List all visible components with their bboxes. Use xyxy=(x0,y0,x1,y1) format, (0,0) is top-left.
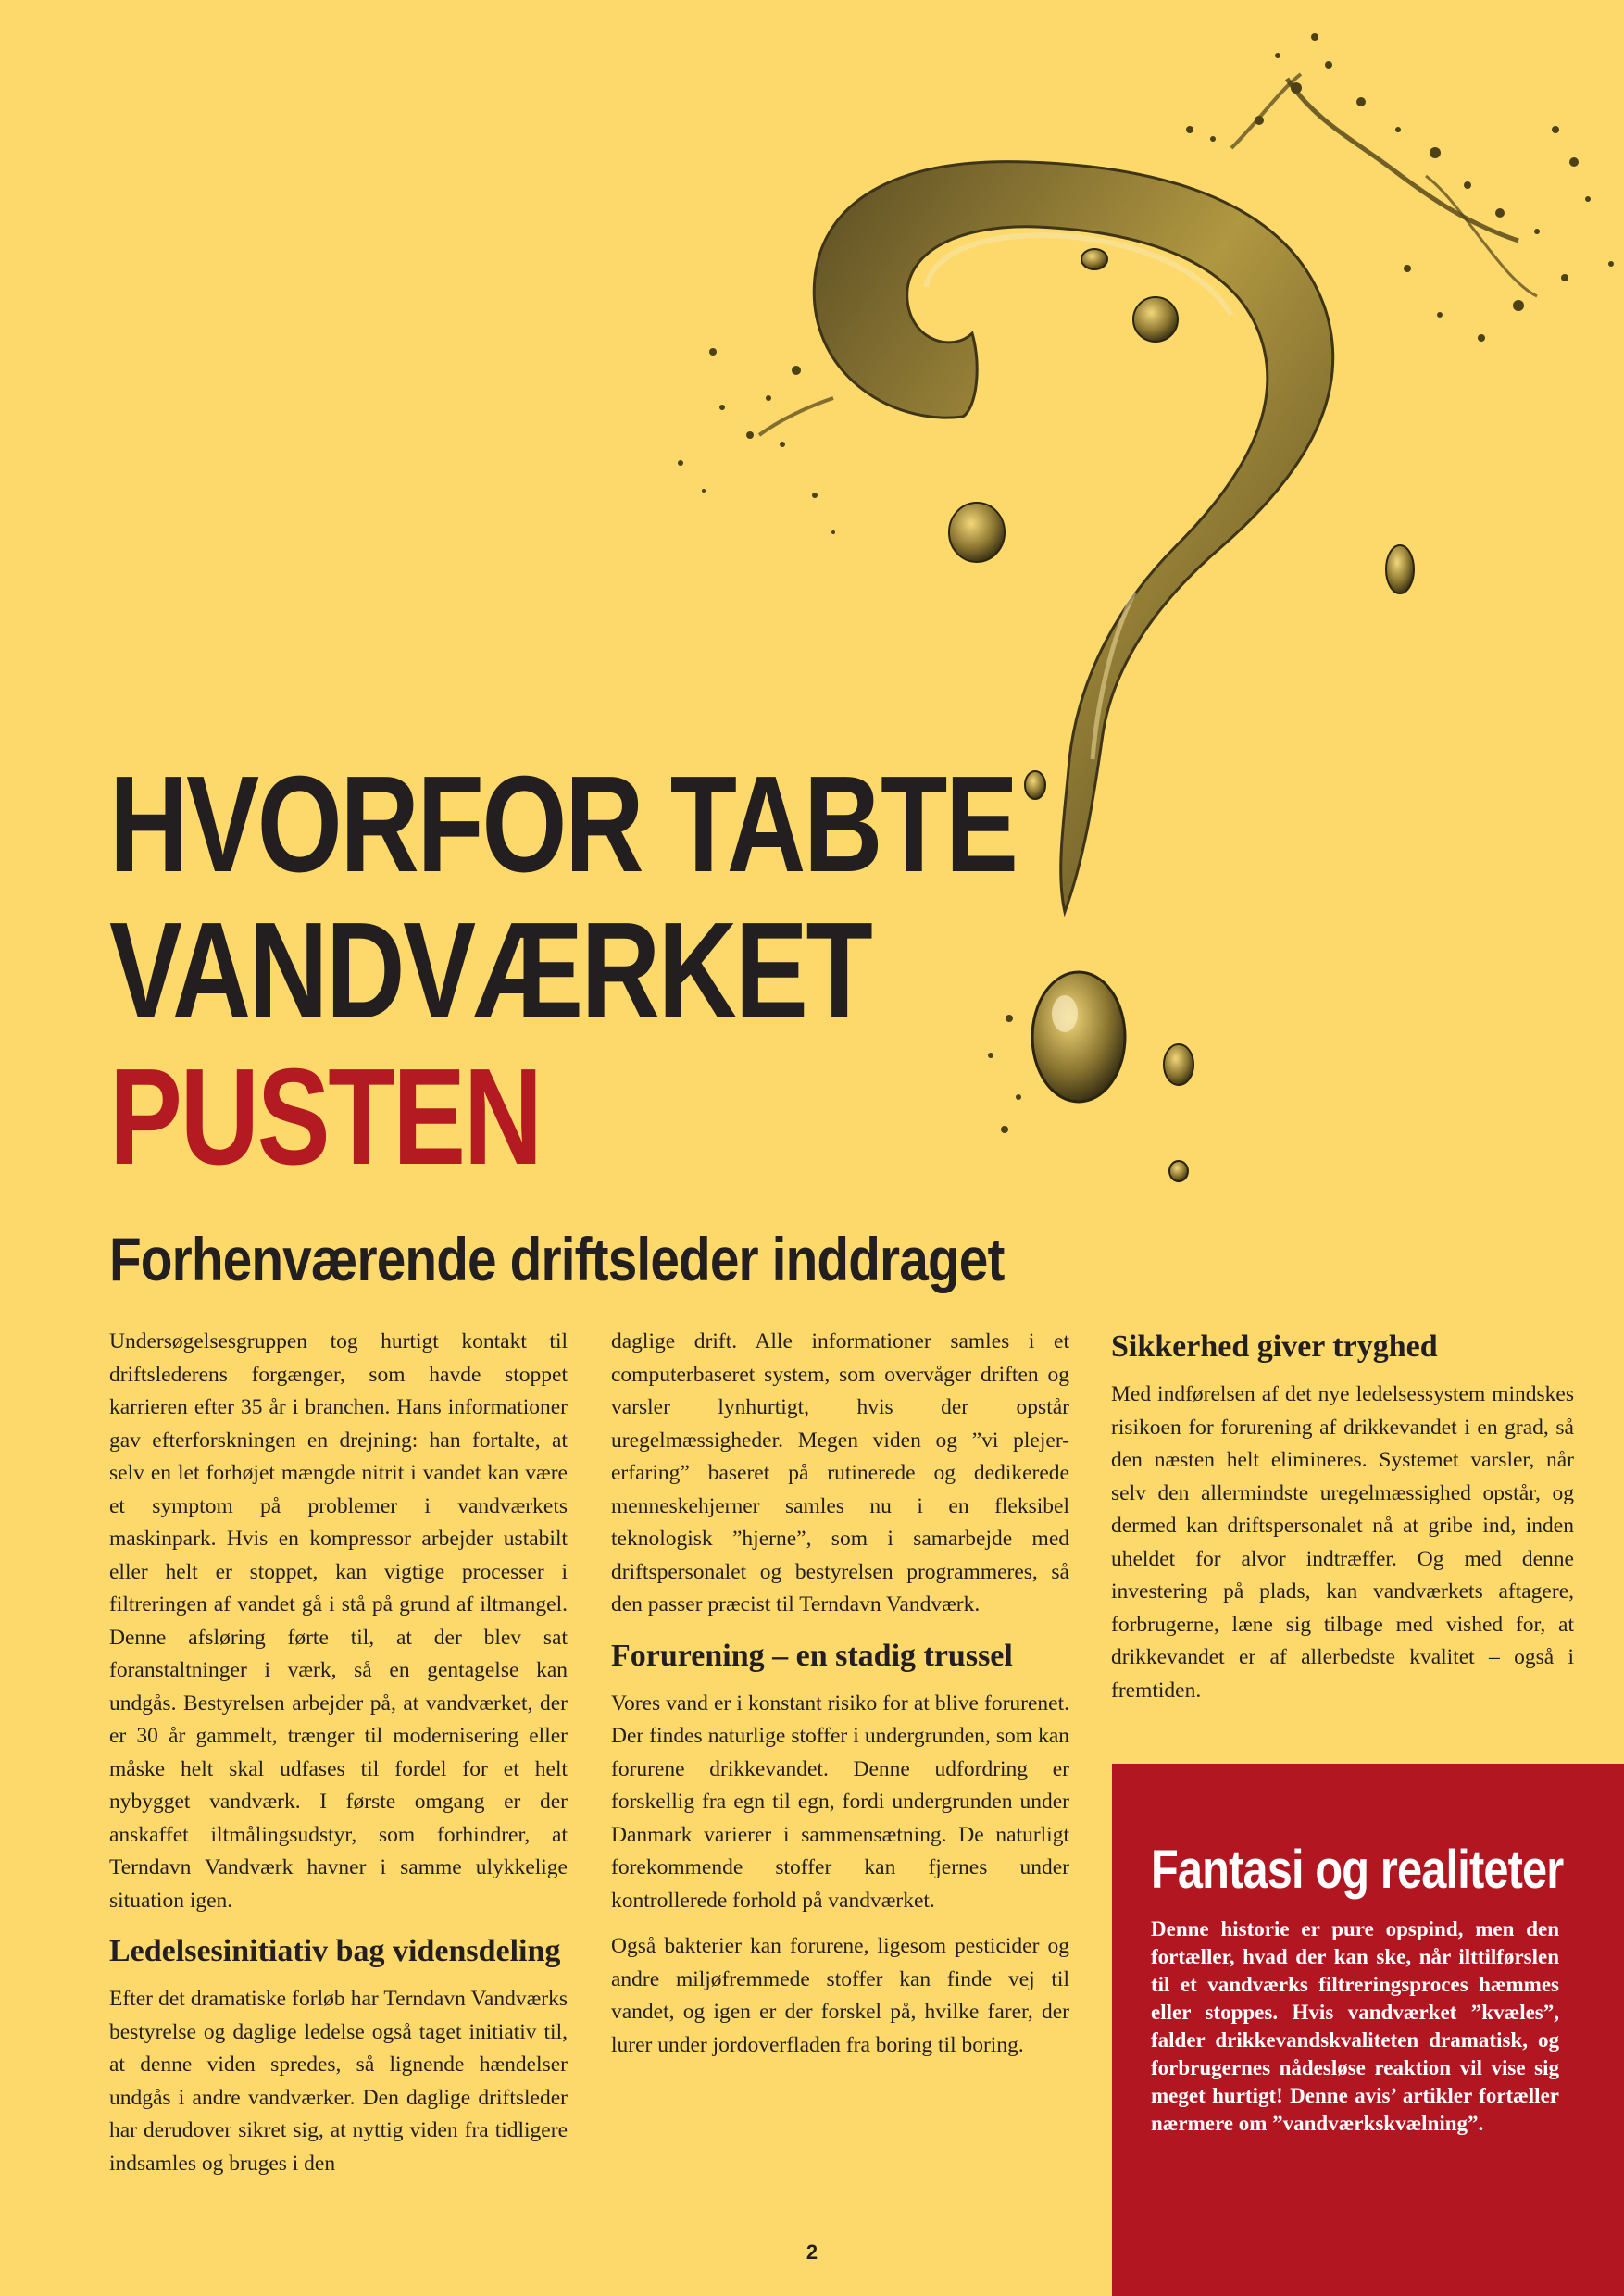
column-1-paragraph-1: Undersøgelsesgruppen tog hurtigt kontakt til driftslederens forgænger, som havde stoppet karrieren efter 35 år i branchen. Hans informationer gav efterforskningen en drejning: han fortalte, at selv en let forhøjet mængde nitrit i vandet kan være et symptom på problemer i vandværkets maskinpark. Hvis en kompressor arbejder ustabilt eller helt er stoppet, kan vigtige processer i filtreringen af vandet gå i stå på grund af iltmangel. Denne afsløring førte til, at der blev sat foranstaltninger i værk, så en gentagelse kan undgås. Bestyrelsen arbejder på, at vandværket, der er 30 år gammelt, trænger til modernisering eller måske helt skal udfases til fordel for et helt nybygget vandværk. I første omgang er der anskaffet iltmålingsudstyr, som forhindrer, at Terndavn Vandværk havner i samme ulykkelige situation igen. xyxy=(109,1329,568,1913)
column-3 xyxy=(1111,1326,1574,1720)
column-1-heading: Ledelsesinitiativ bag vidensdeling xyxy=(109,1934,561,1968)
water-droplets xyxy=(949,249,1414,1181)
headline-line-1: HVORFOR TABTE xyxy=(109,748,1017,901)
subtitle: Forhenværende driftsleder inddraget xyxy=(109,1225,1005,1293)
headline-line-2: VANDVÆRKET xyxy=(109,894,871,1047)
info-box-title: Fantasi og realiteter xyxy=(1151,1840,1564,1900)
column-1 xyxy=(109,1326,568,2193)
column-2 xyxy=(611,1326,1069,2075)
column-2-paragraph-2: Vores vand er i konstant risiko for at blive forurenet. Der findes naturlige stoffer i undergrunden, som kan forurene drikkevandet. Denne udfordring er forskellig fra egn til egn, fordi undergrunden under Danmark varierer i sammensætning. De naturligt forekommende stoffer kan fjernes under kontrollerede forhold på vandværket. xyxy=(611,1691,1069,1913)
column-2-heading: Forurening – en stadig trussel xyxy=(611,1638,1013,1673)
headline xyxy=(109,748,1017,1193)
page-number: 2 xyxy=(806,2240,818,2264)
column-1-paragraph-2: Efter det dramatiske forløb har Terndavn Vandværks bestyrelse og daglige ledelse også taget initiativ til, at denne viden spredes, så lignende hændelser undgås i andre vandværker. Den daglige driftsleder har derudover sikret sig, at nyttig viden fra tidligere indsamles og bruges i den xyxy=(109,1987,568,2176)
column-2-paragraph-3: Også bakterier kan forurene, ligesom pesticider og andre miljøfremmede stoffer kan finde vej til vandet, og igen er der forskel på, hvilke farer, der lurer under jordoverfladen fra boring til boring. xyxy=(611,1934,1069,2057)
column-3-paragraph-1: Med indførelsen af det nye ledelsessystem mindskes risikoen for forurening af drikkevandet i en grad, så den næsten helt elimineres. Systemet varsler, når selv den allermindste uregelmæssighed opstår, og dermed kan driftspersonalet nå at gribe ind, inden uheldet for alvor indtræffer. Og med denne investering på plads, kan vandværkets aftagere, forbrugerne, læne sig tilbage med vished for, at drikkevandet er af allerbedste kvalitet – også i fremtiden. xyxy=(1111,1382,1574,1703)
info-box-text: Denne historie er pure opspind, men den fortæller, hvad der kan ske, når ilttilførslen til et vandværks filtreringsproces hæmmes eller stoppes. Hvis vandværket ”kvæles”, falder drikkevandskvaliteten dramatisk, og forbrugernes nådesløse reaktion vil vise sig meget hurtigt! Denne avis’ artikler fortæller nærmere om ”vandværkskvælning”. xyxy=(1151,1917,1559,2135)
column-2-paragraph-1: daglige drift. Alle informationer samles i et computerbaseret system, som overvåger driften og varsler lynhurtigt, hvis der opstår uregelmæssigheder. Megen viden og ”vi plejer-erfaring” baseret på rutinerede og dedikerede menneskehjerner samles nu i en fleksibel teknologisk ”hjerne”, som i samarbejde med driftspersonalet og bestyrelsen programmeres, så den passer præcist til Terndavn Vandværk. xyxy=(611,1329,1069,1616)
info-box xyxy=(1112,1764,1624,2296)
headline-line-3: PUSTEN xyxy=(109,1041,541,1193)
column-3-heading: Sikkerhed giver tryghed xyxy=(1111,1329,1438,1364)
